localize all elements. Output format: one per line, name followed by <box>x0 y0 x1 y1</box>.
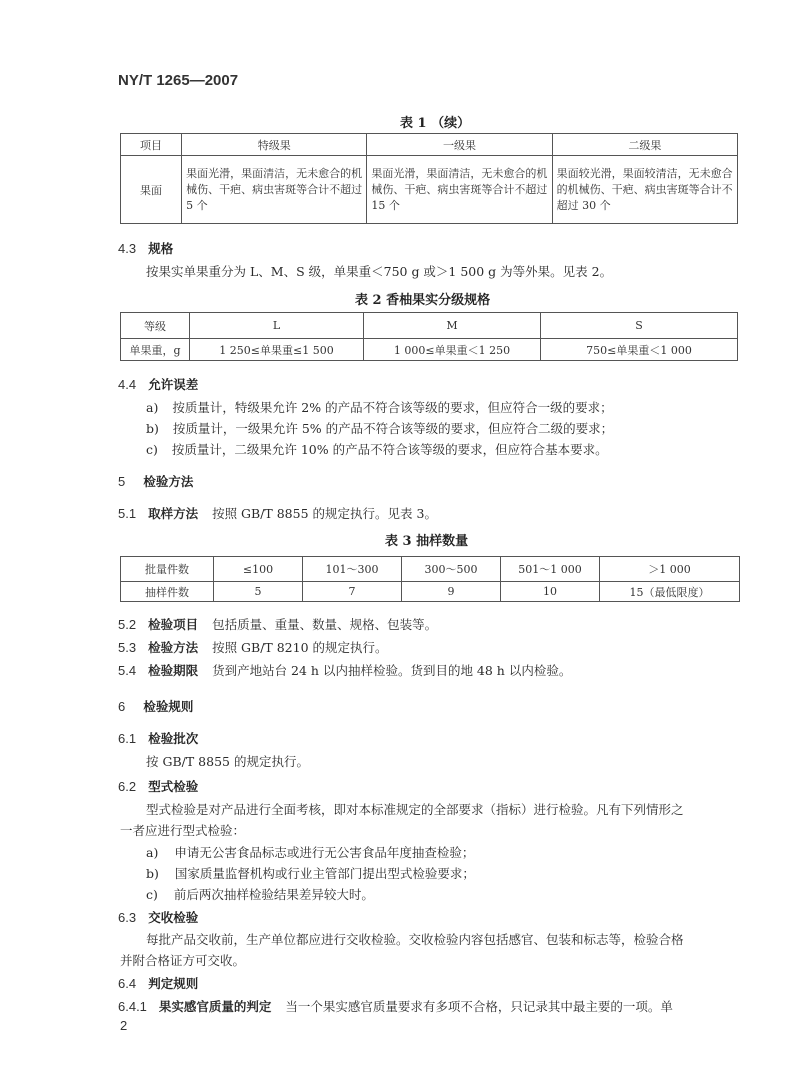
section-title: 取样方法 <box>148 506 199 521</box>
section-5-4 <box>118 661 571 679</box>
section-title: 规格 <box>148 241 174 256</box>
section-6-3-text-line2: 并附合格证方可交收。 <box>120 953 246 968</box>
section-5-2 <box>118 615 437 633</box>
list-marker: c) <box>146 887 158 902</box>
section-4-3-text: 按果实单果重分为 L、M、S 级，单果重＜750 g 或＞1 500 g 为等外果。见表 2。 <box>146 264 613 279</box>
table2-caption: 表 2 香柚果实分级规格 <box>355 293 491 308</box>
table1-caption: 表 1 （续） <box>400 116 471 131</box>
list-marker: a) <box>146 400 159 415</box>
table3-cell: 300～500 <box>402 557 501 582</box>
section-title: 检验方法 <box>143 474 194 489</box>
list-marker: a) <box>146 845 159 860</box>
table1-header-grade-first: 一级果 <box>367 134 552 156</box>
section-5-3 <box>118 638 388 656</box>
list-marker: b) <box>146 866 159 881</box>
list-text: 按质量计，二级果允许 10% 的产品不符合该等级的要求，但应符合基本要求。 <box>171 442 608 457</box>
section-5-heading <box>118 472 193 490</box>
table3 <box>120 556 740 602</box>
list-marker: c) <box>146 442 158 457</box>
section-number: 4.3 <box>118 241 137 256</box>
section-title: 交收检验 <box>148 910 199 925</box>
table2-cell: L <box>190 313 364 339</box>
table3-cell: ＞1 000 <box>600 557 740 582</box>
section-title: 检验项目 <box>148 617 199 632</box>
section-6-4-heading <box>118 974 198 992</box>
list-item <box>146 885 374 903</box>
section-number: 4.4 <box>118 377 137 392</box>
table1-row-label: 果面 <box>121 156 182 224</box>
section-text: 按照 GB/T 8855 的规定执行。见表 3。 <box>212 506 437 521</box>
section-6-4-1 <box>118 997 673 1015</box>
standard-number-header: NY/T 1265—2007 <box>118 72 239 89</box>
list-item <box>146 864 475 882</box>
section-title: 型式检验 <box>148 779 199 794</box>
table3-caption: 表 3 抽样数量 <box>385 534 469 549</box>
section-title: 检验批次 <box>148 731 199 746</box>
section-text: 包括质量、重量、数量、规格、包装等。 <box>212 617 438 632</box>
table3-cell: 101～300 <box>303 557 402 582</box>
section-5-1 <box>118 504 437 522</box>
section-text: 当一个果实感官质量要求有多项不合格，只记录其中最主要的一项。单 <box>285 999 673 1014</box>
table1-header-grade-second: 二级果 <box>552 134 737 156</box>
section-6-2-text-line2: 一者应进行型式检验： <box>120 823 246 838</box>
list-text: 申请无公害食品标志或进行无公害食品年度抽查检验； <box>174 845 475 860</box>
section-number: 6.3 <box>118 910 137 925</box>
section-number: 5 <box>118 474 126 489</box>
section-number: 6.2 <box>118 779 137 794</box>
table3-cell: 501～1 000 <box>501 557 600 582</box>
list-item <box>146 440 608 458</box>
list-text: 国家质量监督机构或行业主管部门提出型式检验要求； <box>174 866 475 881</box>
section-6-1-text: 按 GB/T 8855 的规定执行。 <box>146 754 309 769</box>
section-number: 6.1 <box>118 731 137 746</box>
table1-cell-first: 果面光滑，果面清洁，无未愈合的机械伤、干疤、病虫害斑等合计不超过 15 个 <box>367 156 552 224</box>
table1-header-grade-special: 特级果 <box>182 134 367 156</box>
list-text: 按质量计，特级果允许 2% 的产品不符合该等级的要求，但应符合一级的要求； <box>172 400 613 415</box>
table2-cell: 单果重，g <box>121 339 190 361</box>
section-6-2-heading <box>118 777 198 795</box>
section-title: 允许误差 <box>148 377 199 392</box>
section-number: 6 <box>118 699 126 714</box>
table3-cell: 15（最低限度） <box>600 582 740 602</box>
table2-cell: M <box>364 313 541 339</box>
section-6-1-heading <box>118 729 198 747</box>
page-number: 2 <box>120 1018 128 1033</box>
section-6-3-text-line1: 每批产品交收前，生产单位都应进行交收检验。交收检验内容包括感官、包装和标志等，检验合格 <box>146 932 684 947</box>
table1 <box>120 133 738 224</box>
section-title: 检验规则 <box>143 699 194 714</box>
section-6-2-text-line1: 型式检验是对产品进行全面考核，即对本标准规定的全部要求（指标）进行检验。凡有下列情形之 <box>146 802 684 817</box>
section-4-4-heading <box>118 375 198 393</box>
table3-cell: 9 <box>402 582 501 602</box>
table2-cell: S <box>541 313 738 339</box>
list-item <box>146 843 474 861</box>
list-item <box>146 419 613 437</box>
section-number: 6.4.1 <box>118 999 147 1014</box>
section-text: 按照 GB/T 8210 的规定执行。 <box>212 640 388 655</box>
section-title: 检验方法 <box>148 640 199 655</box>
table2-cell: 等级 <box>121 313 190 339</box>
table2 <box>120 312 738 361</box>
table2-cell: 750≤单果重＜1 000 <box>541 339 738 361</box>
section-title: 判定规则 <box>148 976 199 991</box>
table3-cell: 批量件数 <box>121 557 214 582</box>
table3-cell: 10 <box>501 582 600 602</box>
section-number: 5.2 <box>118 617 137 632</box>
section-title: 果实感官质量的判定 <box>158 999 272 1014</box>
table3-cell: 5 <box>214 582 303 602</box>
section-number: 5.4 <box>118 663 137 678</box>
list-item <box>146 398 613 416</box>
table3-cell: ≤100 <box>214 557 303 582</box>
table3-cell: 7 <box>303 582 402 602</box>
table1-header-item: 项目 <box>121 134 182 156</box>
table2-cell: 1 000≤单果重＜1 250 <box>364 339 541 361</box>
table1-cell-second: 果面较光滑，果面较清洁，无未愈合的机械伤、干疤、病虫害斑等合计不超过 30 个 <box>552 156 737 224</box>
list-text: 按质量计，一级果允许 5% 的产品不符合该等级的要求，但应符合二级的要求； <box>172 421 614 436</box>
section-6-3-heading <box>118 908 198 926</box>
table3-cell: 抽样件数 <box>121 582 214 602</box>
table2-cell: 1 250≤单果重≤1 500 <box>190 339 364 361</box>
list-text: 前后两次抽样检验结果差异较大时。 <box>173 887 374 902</box>
section-number: 6.4 <box>118 976 137 991</box>
section-text: 货到产地站台 24 h 以内抽样检验。货到目的地 48 h 以内检验。 <box>212 663 572 678</box>
section-number: 5.1 <box>118 506 137 521</box>
section-4-3-heading <box>118 239 173 257</box>
section-number: 5.3 <box>118 640 137 655</box>
section-title: 检验期限 <box>148 663 199 678</box>
section-6-heading <box>118 697 193 715</box>
table1-cell-special: 果面光滑，果面清洁，无未愈合的机械伤、干疤、病虫害斑等合计不超过 5 个 <box>182 156 367 224</box>
list-marker: b) <box>146 421 159 436</box>
